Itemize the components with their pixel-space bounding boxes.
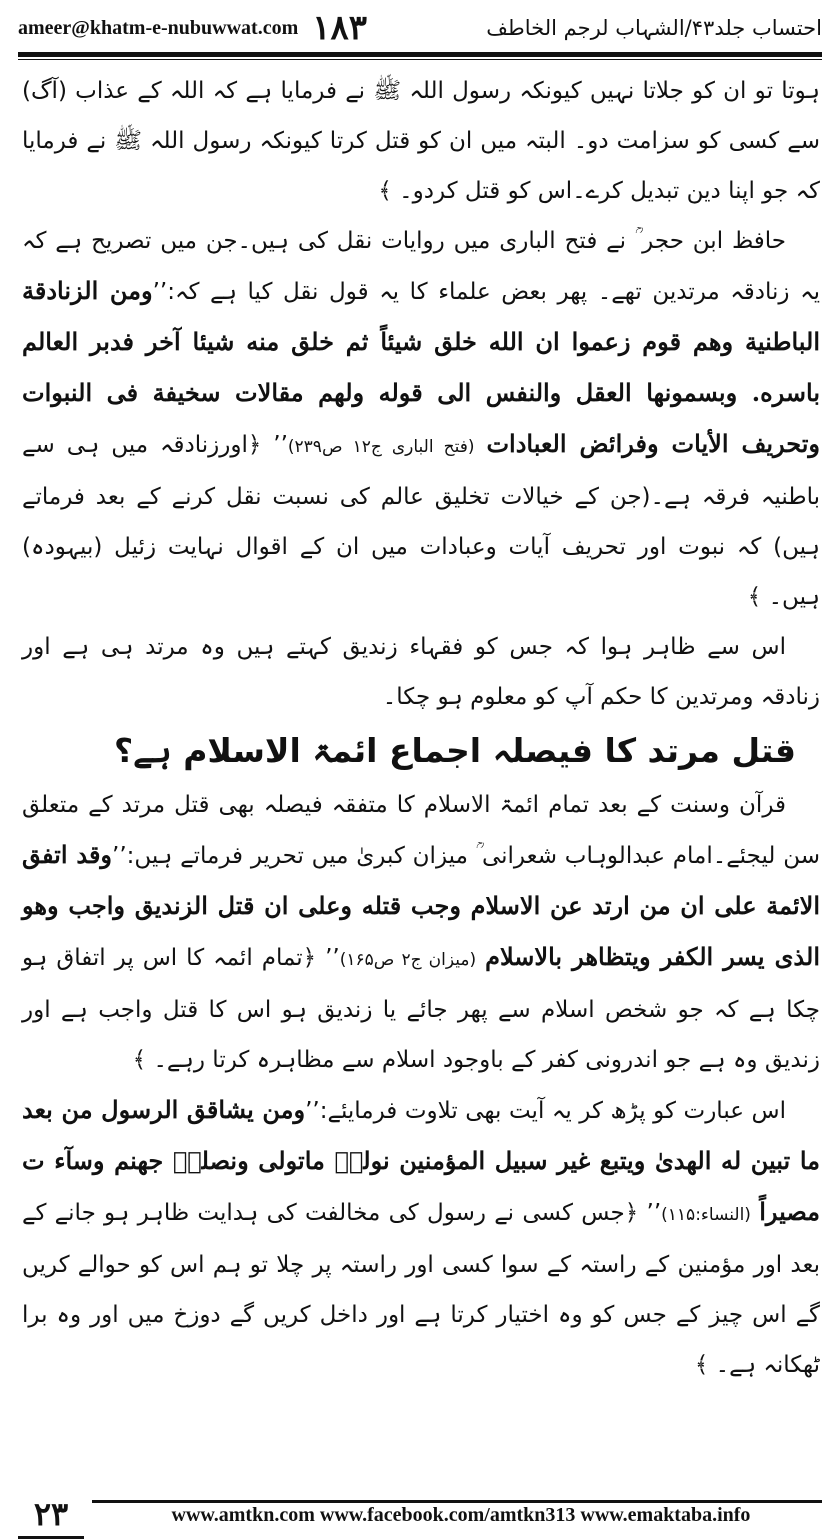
paragraph-5 — [22, 1085, 820, 1390]
paragraph-2-tail: ’’ ﴿اورزنادقہ میں ہی سے باطنیہ فرقہ ہے۔(جن کے خیالات تخلیق عالم کی نسبت نقل کرنے کے بعد فرماتے ہیں) کہ نبوت اور تحریف آیات وعبادات میں ان کے اقوال نہایت زئیل (بیہودہ) ہیں۔ ﴾ — [22, 432, 820, 610]
header-rule-thick — [18, 52, 822, 57]
paragraph-4-urdu: قرآن وسنت کے بعد تمام ائمۃ الاسلام کا متفقہ فیصلہ بھی قتل مرتد کے متعلق سن لیجئے۔امام عبدالوہاب شعرانی ؒ میزان کبریٰ میں تحریر فرماتے ہیں:’’ — [22, 792, 820, 869]
paragraph-1: ہوتا تو ان کو جلاتا نہیں کیونکہ رسول اللہ ﷺ نے فرمایا ہے کہ اللہ کے عذاب (آگ) سے کسی کو سزامت دو۔ البتہ میں ان کو قتل کرتا کیونکہ رسول اللہ ﷺ نے فرمایا کہ جو اپنا دین تبدیل کرے۔اس کو قتل کردو۔ ﴾ — [22, 78, 820, 204]
header-rule-thin — [18, 59, 822, 60]
header-left — [18, 8, 367, 48]
book-title: احتساب جلد۴۳/الشہاب لرجم الخاطف — [486, 16, 822, 40]
page-header — [18, 6, 822, 50]
paragraph-3: اس سے ظاہر ہوا کہ جس کو فقہاء زندیق کہتے ہیں وہ مرتد ہی ہے اور زنادقہ ومرتدین کا حکم آپ کو معلوم ہو چکا۔ — [22, 634, 820, 710]
paragraph-5-urdu: اس عبارت کو پڑھ کر یہ آیت بھی تلاوت فرمایئے:’’ — [305, 1098, 786, 1124]
paragraph-2-arabic: ومن الزنادقة الباطنية وهم قوم زعموا ان الله خلق شيئاً ثم خلق منه شيئا آخر فدبر العالم باسره. وبسمونها العقل والنفس الى قوله ولهم مقالات سخيفة فى النبوات وتحريف الأيات وفرائض العبادات — [22, 276, 821, 458]
page-number: ۱۸۳ — [312, 8, 368, 48]
paragraph-5-tail: ’’ ﴿جس کسی نے رسول کی مخالفت کی ہدایت ظاہر ہو جانے کے بعد اور مؤمنین کے راستہ کے سوا کسی اور راستہ پر چلا تو ہم اس کو حوالے کریں گے اس چیز کے جس کو وہ اختیار کرتا ہے اور داخل کریں گے دوزخ میں اور وہ برا ٹھکانہ ہے۔ ﴾ — [22, 1200, 820, 1378]
footer-rule — [92, 1500, 822, 1503]
page-footer — [18, 1494, 822, 1536]
paragraph-5-reference: (النساء:۱۱۵) — [661, 1205, 751, 1225]
footer-number: ۲۳ — [18, 1494, 84, 1539]
paragraph-2-urdu: حافظ ابن حجر ؒ نے فتح الباری میں روایات نقل کی ہیں۔جن میں تصریح ہے کہ یہ زنادقہ مرتدین تھے۔ پھر بعض علماء کا یہ قول نقل کیا ہے کہ:’’ — [22, 228, 821, 305]
paragraph-4-tail: ’’ ﴿تمام ائمہ کا اس پر اتفاق ہو چکا ہے کہ جو شخص اسلام سے پھر جائے یا زندیق ہو اس کا قتل واجب ہے اور زندیق وہ ہے جو اندرونی کفر کے باوجود اسلام سے مظاہرہ کرتا رہے۔ ﴾ — [22, 945, 820, 1073]
page-body — [22, 66, 820, 1390]
paragraph-4-arabic: وقد اتفق الائمة على ان من ارتد عن الاسلام وجب قتله وعلى ان قتل الزنديق واجب وهو الذى يسر الكفر ويتظاهر بالاسلام — [22, 840, 820, 971]
section-heading: قتل مرتد کا فیصلہ اجماع ائمۃ الاسلام ہے؟ — [113, 731, 796, 770]
paragraph-5-arabic: ومن يشاقق الرسول من بعد ما تبين له الهدىٰ ويتبع غير سبيل المؤمنين نولهٖ ماتولى ونصلهٖ جهنم وسآء ت مصيراً — [22, 1095, 821, 1226]
paragraph-4 — [22, 780, 820, 1085]
paragraph-4-reference: (ميزان ج۲ ص۱۶۵) — [339, 950, 477, 970]
header-email: ameer@khatm-e-nubuwwat.com — [18, 16, 299, 39]
footer-links: www.amtkn.com www.facebook.com/amtkn313 www.emaktaba.info — [171, 1504, 751, 1526]
paragraph-2 — [22, 216, 820, 622]
paragraph-2-reference: (فتح البارى ج۱۲ ص۲۳۹) — [287, 437, 475, 457]
